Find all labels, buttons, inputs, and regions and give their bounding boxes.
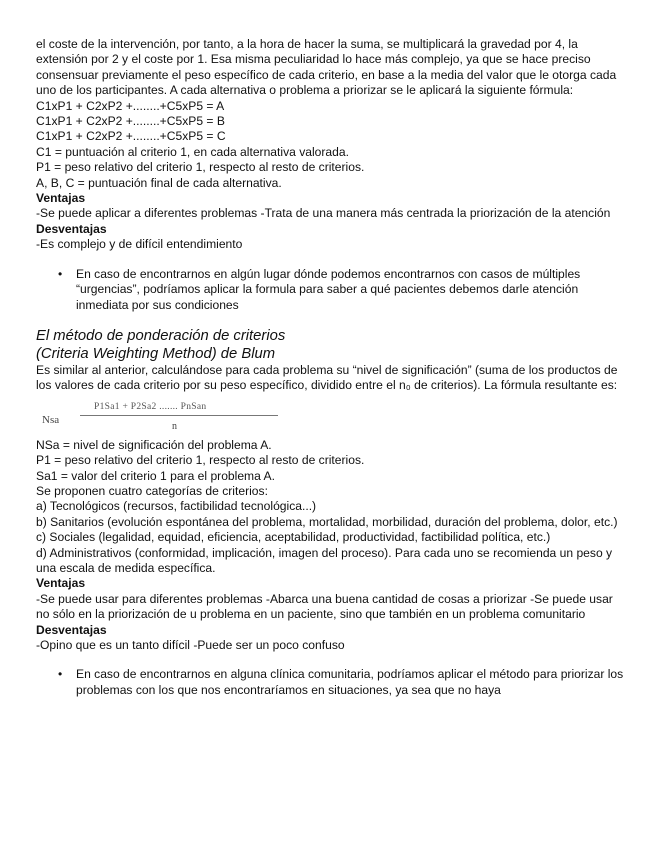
definition-p1: P1 = peso relativo del criterio 1, respecto al resto de criterios. <box>36 160 365 175</box>
definition-sa1: Sa1 = valor del criterio 1 para el problema A. <box>36 468 275 483</box>
categories-intro: Se proponen cuatro categorías de criterios: <box>36 483 268 498</box>
definition-p1-blum: P1 = peso relativo del criterio 1, respecto al resto de criterios. <box>36 453 365 468</box>
formula-line-a: C1xP1 + C2xP2 +........+C5xP5 = A <box>36 98 225 113</box>
list-item <box>36 667 626 698</box>
desventajas-text: -Es complejo y de difícil entendimiento <box>36 237 243 252</box>
ventajas-heading-blum: Ventajas <box>36 576 86 591</box>
bullet-icon: • <box>58 266 63 281</box>
ventajas-heading: Ventajas <box>36 191 86 206</box>
fraction-bar <box>80 415 278 416</box>
blum-intro-paragraph: Es similar al anterior, calculándose para cada problema su “nivel de significación” (suma de los productos de los valores de cada criterio por su peso específico, dividido entre el n₀ de criterios). La fórmula resultante es: <box>36 362 618 393</box>
nsa-formula <box>36 400 626 434</box>
bullet-text: En caso de encontrarnos en algún lugar dónde podemos encontrarnos con casos de múltiples “urgencias”, podríamos aplicar la formula para saber a qué pacientes debemos darle atención inmediata por sus condiciones <box>76 266 581 312</box>
category-d: d) Administrativos (conformidad, implicación, imagen del proceso). Para cada uno se recomienda un peso y una escala de medida específica. <box>36 545 613 575</box>
ventajas-text-blum: -Se puede usar para diferentes problemas -Abarca una buena cantidad de cosas a priorizar -Se puede usar no sólo en la priorización de u problema en un paciente, sino que también en un problema comunitario <box>36 591 613 622</box>
desventajas-heading: Desventajas <box>36 221 107 236</box>
formula-line-b: C1xP1 + C2xP2 +........+C5xP5 = B <box>36 114 225 129</box>
definition-nsa: NSa = nivel de significación del problema A. <box>36 437 272 452</box>
ventajas-text: -Se puede aplicar a diferentes problemas -Trata de una manera más centrada la priorización de la atención <box>36 206 611 221</box>
section-title-line2: (Criteria Weighting Method) de Blum <box>36 345 276 362</box>
category-a: a) Tecnológicos (recursos, factibilidad tecnológica...) <box>36 499 317 514</box>
bullet-list-blum <box>36 667 626 698</box>
intro-paragraph: el coste de la intervención, por tanto, a la hora de hacer la suma, se multiplicará la gravedad por 4, la extensión por 2 y el coste por 1. Esa misma peculiaridad lo hace más complejo, ya que se hace preciso consensuar previamente el peso específico de cada criterio, en base a la media del valor que le otorga cada uno de los participantes. A cada alternativa o problema a priorizar se le aplicará la siguiente fórmula: <box>36 37 617 98</box>
definition-c1: C1 = puntuación al criterio 1, en cada alternativa valorada. <box>36 144 349 159</box>
category-b: b) Sanitarios (evolución espontánea del problema, mortalidad, morbilidad, duración del problema, dolor, etc.) <box>36 514 618 529</box>
desventajas-text-blum: -Opino que es un tanto difícil -Puede ser un poco confuso <box>36 638 345 652</box>
formula-line-c: C1xP1 + C2xP2 +........+C5xP5 = C <box>36 129 226 144</box>
bullet-list <box>36 267 626 313</box>
bullet-text-blum: En caso de encontrarnos en alguna clínica comunitaria, podríamos aplicar el método para priorizar los problemas con los que nos encontraríamos en situaciones, ya sea que no haya <box>76 667 624 697</box>
category-c: c) Sociales (legalidad, equidad, eficiencia, aceptabilidad, productividad, factibilidad política, etc.) <box>36 530 551 545</box>
document-page <box>36 37 626 698</box>
formula-numerator: P1Sa1 + P2Sa2 ....... PnSan <box>94 401 207 412</box>
formula-lhs: Nsa <box>42 413 60 426</box>
section-title-line1: El método de ponderación de criterios <box>36 327 286 344</box>
list-item <box>36 267 626 313</box>
desventajas-heading-blum: Desventajas <box>36 622 107 637</box>
bullet-icon: • <box>58 667 63 682</box>
definition-abc: A, B, C = puntuación final de cada alternativa. <box>36 175 282 190</box>
formula-denominator: n <box>172 420 177 432</box>
